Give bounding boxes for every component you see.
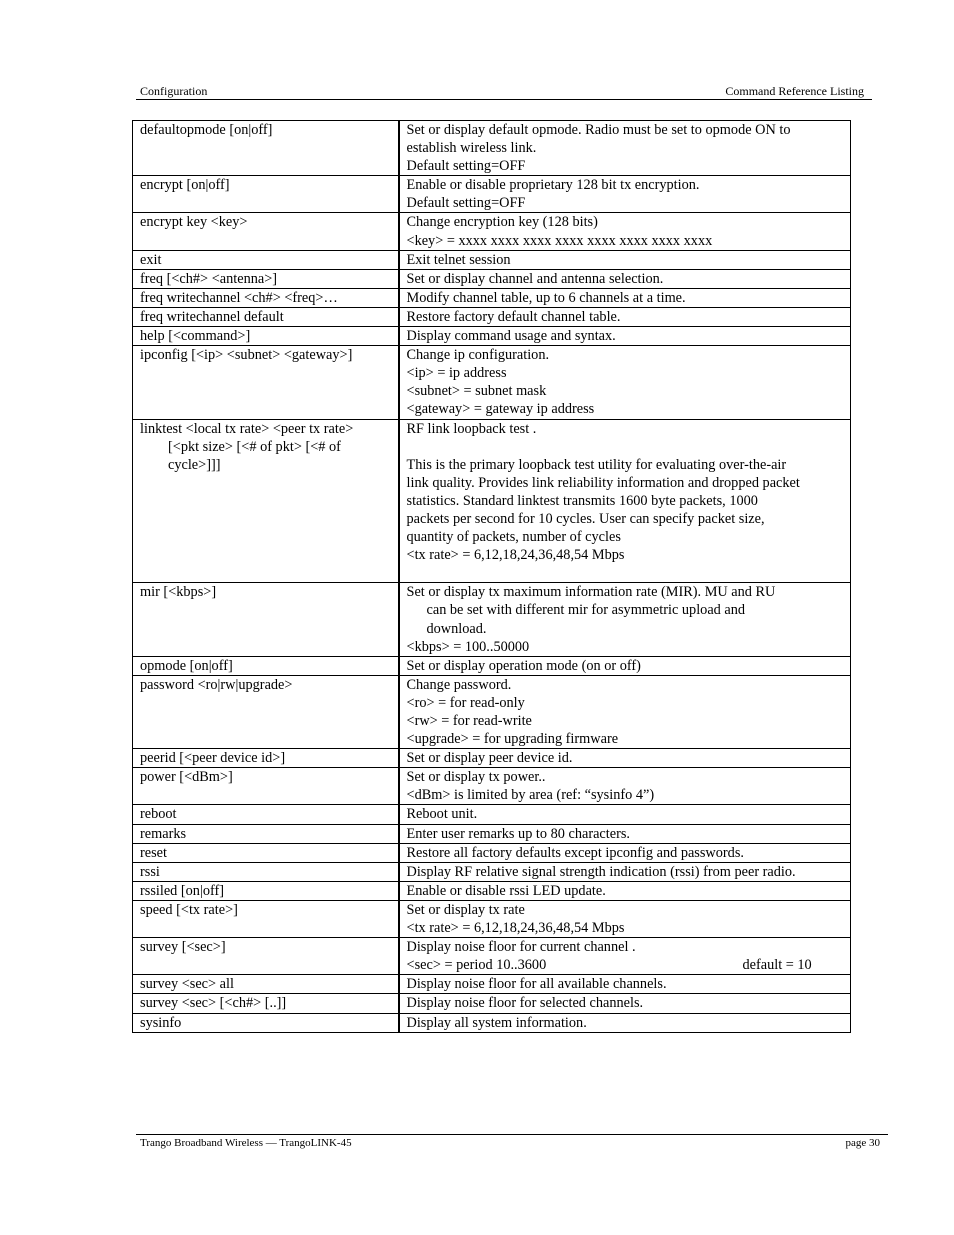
command-syntax-cell: [133, 346, 399, 419]
command-syntax-cell: [133, 900, 399, 937]
command-syntax-line: speed [<tx rate>]: [140, 901, 238, 918]
command-syntax-cell: [133, 250, 399, 269]
command-description-cell: [399, 213, 851, 250]
command-description-line: statistics. Standard linktest transmits 1600 byte packets, 1000: [406, 492, 758, 509]
command-description-line: Display command usage and syntax.: [406, 328, 616, 345]
command-syntax-line: opmode [on|off]: [140, 657, 233, 674]
command-description-line: Set or display tx maximum information rate (MIR). MU and RU: [406, 584, 776, 601]
command-syntax-line: freq [<ch#> <antenna>]: [140, 270, 278, 287]
description-line-with-default: [407, 956, 851, 974]
command-description-line: Reboot unit.: [406, 806, 478, 823]
command-row: [133, 288, 851, 307]
command-description-cell: [399, 749, 851, 768]
command-table: [132, 120, 851, 1033]
command-description-line: Display all system information.: [406, 1014, 587, 1031]
command-syntax-cell: [133, 307, 399, 326]
header-section-title: Configuration: [140, 84, 208, 98]
command-row: [133, 121, 851, 176]
command-description-cell: [399, 269, 851, 288]
default-value-note: default = 10: [742, 957, 812, 974]
command-syntax-line: encrypt [on|off]: [140, 177, 230, 194]
command-row: [133, 843, 851, 862]
command-syntax-cell: [133, 938, 399, 975]
command-row: [133, 656, 851, 675]
command-syntax-cell: [133, 327, 399, 346]
command-syntax-line: survey <sec> [<ch#> [..]]: [140, 995, 287, 1012]
command-row: [133, 583, 851, 656]
command-description-line: <rw> = for read-write: [406, 713, 532, 729]
command-description-cell: [399, 938, 851, 975]
command-syntax-line: defaultopmode [on|off]: [140, 122, 273, 138]
footer-page-number: page 30: [845, 1137, 880, 1149]
command-description-line: Display noise floor for current channel .: [406, 939, 636, 956]
command-description-line: Display noise floor for all available channels.: [406, 976, 667, 993]
command-description-cell: [399, 843, 851, 862]
command-row: [133, 176, 851, 213]
command-description-cell: [399, 975, 851, 994]
command-description-line: establish wireless link.: [406, 140, 537, 157]
command-syntax-cell: [133, 176, 399, 213]
command-syntax-cell: [133, 583, 399, 656]
command-description-cell: [399, 176, 851, 213]
command-syntax-cell: [133, 213, 399, 250]
command-row: [133, 938, 851, 975]
command-row: [133, 269, 851, 288]
command-description-line: Change encryption key (128 bits): [406, 214, 598, 231]
command-description-line: Enable or disable rssi LED update.: [406, 882, 606, 899]
command-row: [133, 213, 851, 250]
command-syntax-cell: [133, 805, 399, 824]
command-description-line: Enable or disable proprietary 128 bit tx encryption.: [406, 177, 700, 194]
command-syntax-line: remarks: [140, 825, 187, 842]
command-syntax-line: cycle>]]]: [168, 456, 221, 473]
command-syntax-cell: [133, 843, 399, 862]
command-syntax-cell: [133, 768, 399, 805]
command-description-line: <key> = xxxx xxxx xxxx xxxx xxxx xxxx xxxx xxxx: [406, 232, 713, 249]
command-syntax-line: peerid [<peer device id>]: [140, 750, 286, 767]
command-description-line: <tx rate> = 6,12,18,24,36,48,54 Mbps: [406, 547, 625, 564]
command-description-cell: [399, 881, 851, 900]
command-table-body: [133, 121, 851, 1033]
command-description-cell: [399, 862, 851, 881]
command-syntax-line: help [<command>]: [140, 328, 251, 345]
command-row: [133, 250, 851, 269]
command-syntax-line: freq writechannel <ch#> <freq>…: [140, 289, 338, 306]
command-description-line: <dBm> is limited by area (ref: “sysinfo 4”): [406, 787, 655, 804]
command-syntax-cell: [133, 862, 399, 881]
page-header: [136, 84, 872, 100]
command-description-line: <upgrade> = for upgrading firmware: [406, 731, 619, 748]
command-syntax-cell: [133, 749, 399, 768]
command-description-line: download.: [426, 620, 487, 637]
command-description-cell: [399, 327, 851, 346]
command-syntax-line: survey <sec> all: [140, 976, 234, 993]
command-description-line: Set or display tx rate: [406, 901, 525, 918]
command-description-cell: [399, 121, 851, 176]
command-description-line: <ip> = ip address: [406, 365, 507, 382]
command-syntax-line: rssi: [140, 863, 160, 880]
command-description-line: <sec> = period 10..3600: [406, 957, 547, 974]
command-description-line: <ro> = for read-only: [406, 694, 525, 711]
command-description-line: link quality. Provides link reliability information and dropped packet: [406, 474, 800, 491]
command-description-line: RF link loopback test .: [406, 420, 537, 437]
command-description-cell: [399, 824, 851, 843]
command-description-line: Enter user remarks up to 80 characters.: [406, 825, 630, 842]
command-syntax-line: ipconfig [<ip> <subnet> <gateway>]: [140, 347, 353, 364]
command-description-line: Restore factory default channel table.: [406, 308, 621, 325]
command-description-line: Set or display peer device id.: [406, 750, 573, 767]
command-syntax-cell: [133, 975, 399, 994]
command-description-line: Change password.: [406, 676, 512, 693]
command-description-line: <kbps> = 100..50000: [406, 638, 530, 655]
command-syntax-cell: [133, 881, 399, 900]
command-description-line: Set or display default opmode. Radio must be set to opmode ON to: [406, 122, 791, 138]
command-syntax-line: power [<dBm>]: [140, 769, 233, 786]
command-description-line: Default setting=OFF: [406, 195, 526, 212]
command-description-cell: [399, 768, 851, 805]
command-syntax-line: reset: [140, 844, 167, 861]
command-description-line: Default setting=OFF: [406, 158, 526, 175]
command-row: [133, 900, 851, 937]
command-syntax-cell: [133, 994, 399, 1013]
blank-line: [407, 564, 851, 582]
command-row: [133, 307, 851, 326]
command-syntax-line: rssiled [on|off]: [140, 882, 224, 899]
command-syntax-line: encrypt key <key>: [140, 214, 248, 231]
command-description-line: can be set with different mir for asymmetric upload and: [426, 602, 746, 619]
command-description-cell: [399, 250, 851, 269]
command-row: [133, 1013, 851, 1032]
command-description-line: Set or display channel and antenna selection.: [406, 270, 664, 287]
command-row: [133, 749, 851, 768]
command-description-cell: [399, 346, 851, 419]
footer-product: Trango Broadband Wireless — TrangoLINK-45: [140, 1137, 352, 1149]
command-description-cell: [399, 656, 851, 675]
command-syntax-line: linktest <local tx rate> <peer tx rate>: [140, 420, 354, 437]
command-description-cell: [399, 307, 851, 326]
command-description-cell: [399, 288, 851, 307]
command-syntax-cell: [133, 121, 399, 176]
blank-line: [407, 438, 851, 456]
command-syntax-cell: [133, 419, 399, 583]
command-description-line: Display noise floor for selected channels.: [406, 995, 644, 1012]
command-description-line: Modify channel table, up to 6 channels at a time.: [406, 289, 686, 306]
command-row: [133, 768, 851, 805]
page-footer: [136, 1134, 888, 1149]
header-chapter-title: Command Reference Listing: [725, 84, 864, 98]
command-row: [133, 327, 851, 346]
command-description-cell: [399, 583, 851, 656]
command-row: [133, 881, 851, 900]
command-description-line: <tx rate> = 6,12,18,24,36,48,54 Mbps: [406, 920, 625, 937]
command-description-line: packets per second for 10 cycles. User can specify packet size,: [406, 510, 765, 527]
command-syntax-line: exit: [140, 251, 162, 268]
command-syntax-cell: [133, 824, 399, 843]
command-syntax-cell: [133, 1013, 399, 1032]
command-row: [133, 346, 851, 419]
command-description-cell: [399, 805, 851, 824]
command-description-line: This is the primary loopback test utility for evaluating over-the-air: [406, 456, 787, 473]
command-syntax-line: password <ro|rw|upgrade>: [140, 676, 293, 693]
command-row: [133, 805, 851, 824]
command-row: [133, 824, 851, 843]
command-syntax-line: survey [<sec>]: [140, 939, 226, 956]
command-description-line: Restore all factory defaults except ipconfig and passwords.: [406, 844, 744, 861]
command-description-cell: [399, 1013, 851, 1032]
command-syntax-cell: [133, 288, 399, 307]
command-description-cell: [399, 900, 851, 937]
command-syntax-line: sysinfo: [140, 1014, 182, 1031]
command-description-cell: [399, 419, 851, 583]
command-row: [133, 419, 851, 583]
command-description-line: Change ip configuration.: [406, 347, 550, 364]
command-syntax-cell: [133, 675, 399, 748]
command-description-line: Set or display tx power..: [406, 769, 546, 786]
command-syntax-line: mir [<kbps>]: [140, 584, 217, 601]
command-syntax-line: reboot: [140, 806, 177, 823]
command-description-line: <subnet> = subnet mask: [406, 383, 547, 400]
command-row: [133, 862, 851, 881]
command-description-cell: [399, 675, 851, 748]
command-description-line: <gateway> = gateway ip address: [406, 401, 595, 418]
command-description-line: Exit telnet session: [406, 251, 511, 268]
command-description-line: Set or display operation mode (on or off): [406, 657, 641, 674]
command-description-line: quantity of packets, number of cycles: [406, 529, 621, 546]
command-syntax-cell: [133, 269, 399, 288]
command-description-line: Display RF relative signal strength indication (rssi) from peer radio.: [406, 863, 796, 880]
command-syntax-line: freq writechannel default: [140, 308, 284, 325]
command-row: [133, 675, 851, 748]
command-description-cell: [399, 994, 851, 1013]
command-syntax-cell: [133, 656, 399, 675]
command-row: [133, 975, 851, 994]
command-row: [133, 994, 851, 1013]
command-syntax-line: [<pkt size> [<# of pkt> [<# of: [168, 438, 341, 455]
